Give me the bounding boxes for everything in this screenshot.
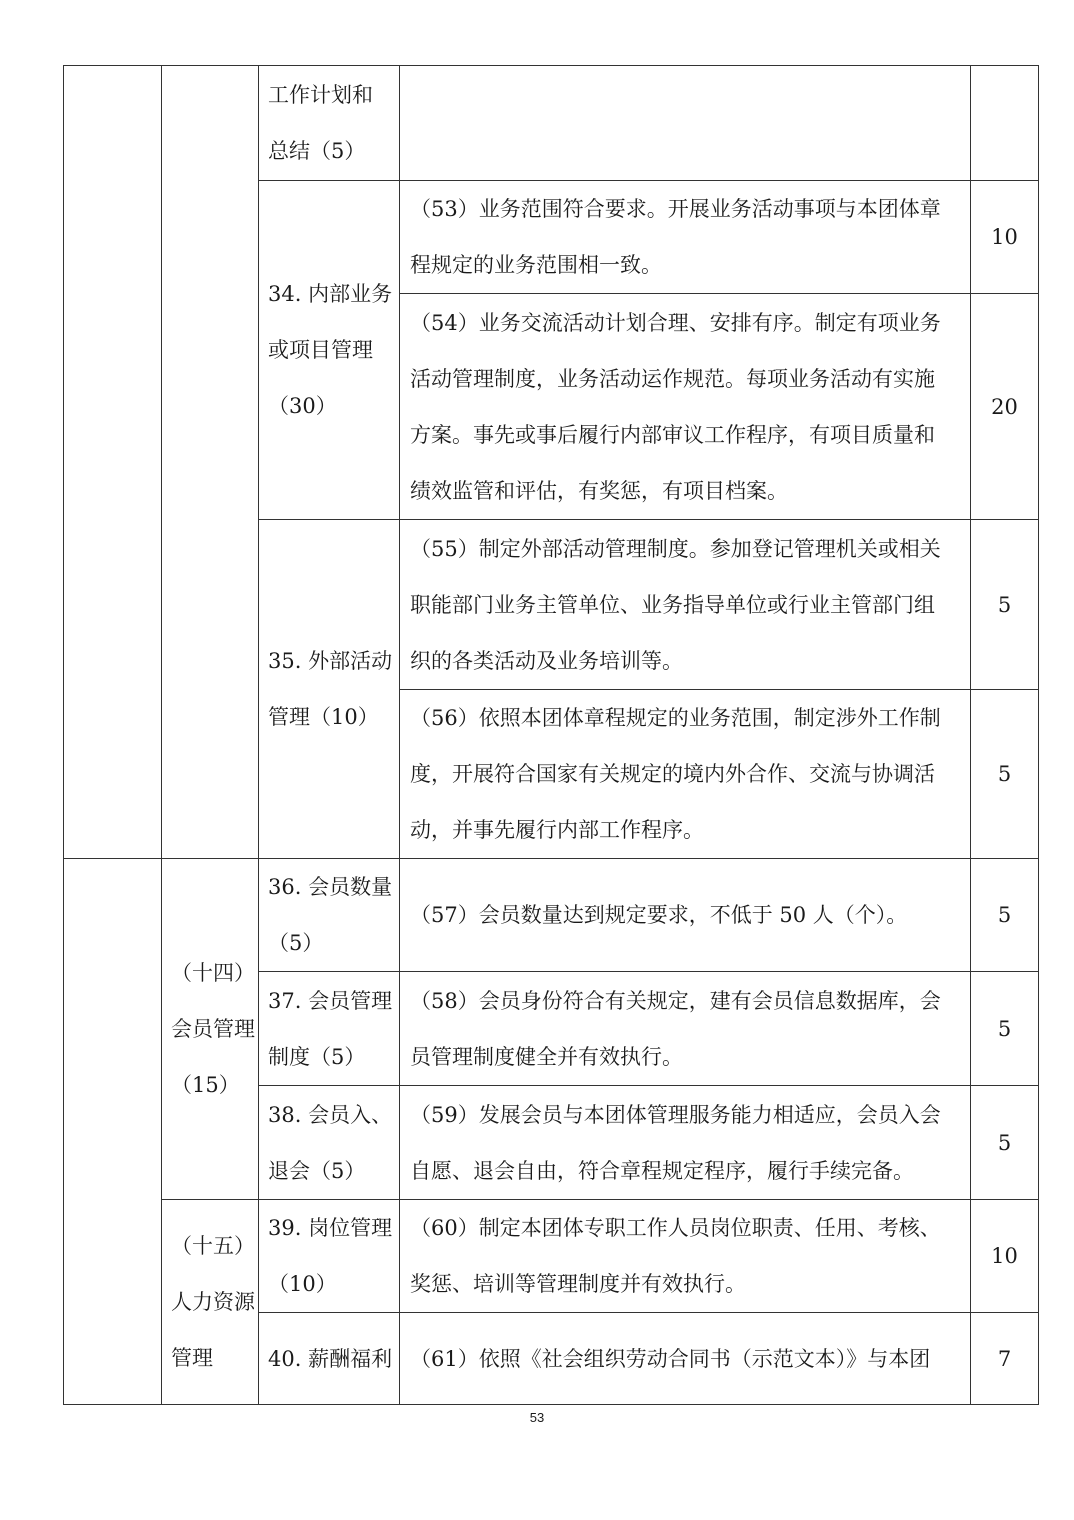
score-cell: 5 xyxy=(971,520,1039,690)
score-cell xyxy=(971,66,1039,181)
score-cell: 10 xyxy=(971,181,1039,294)
score-cell: 5 xyxy=(971,859,1039,972)
item-cell: 34. 内部业务或项目管理（30） xyxy=(259,181,400,520)
item-cell: 39. 岗位管理（10） xyxy=(259,1200,400,1313)
desc-cell: （61）依照《社会组织劳动合同书（示范文本）》与本团 xyxy=(400,1313,971,1405)
desc-cell: （57）会员数量达到规定要求，不低于 50 人（个）。 xyxy=(400,859,971,972)
score-cell: 5 xyxy=(971,972,1039,1086)
level1-cell xyxy=(64,859,162,1405)
score-cell: 5 xyxy=(971,690,1039,859)
category-cell: （十四）会员管理（15） xyxy=(162,859,259,1200)
item-cell: 35. 外部活动管理（10） xyxy=(259,520,400,859)
score-cell: 10 xyxy=(971,1200,1039,1313)
score-cell: 7 xyxy=(971,1313,1039,1405)
evaluation-table xyxy=(63,65,1039,1405)
desc-cell: （55）制定外部活动管理制度。参加登记管理机关或相关职能部门业务主管单位、业务指导单位或行业主管部门组织的各类活动及业务培训等。 xyxy=(400,520,971,690)
desc-cell: （59）发展会员与本团体管理服务能力相适应，会员入会自愿、退会自由，符合章程规定程序，履行手续完备。 xyxy=(400,1086,971,1200)
desc-cell: （60）制定本团体专职工作人员岗位职责、任用、考核、奖惩、培训等管理制度并有效执行。 xyxy=(400,1200,971,1313)
item-cell: 36. 会员数量（5） xyxy=(259,859,400,972)
level1-cell xyxy=(64,66,162,859)
score-cell: 20 xyxy=(971,294,1039,520)
item-cell: 37. 会员管理制度（5） xyxy=(259,972,400,1086)
desc-cell: （56）依照本团体章程规定的业务范围，制定涉外工作制度，开展符合国家有关规定的境内外合作、交流与协调活动，并事先履行内部工作程序。 xyxy=(400,690,971,859)
desc-cell xyxy=(400,66,971,181)
item-cell: 38. 会员入、退会（5） xyxy=(259,1086,400,1200)
desc-cell: （54）业务交流活动计划合理、安排有序。制定有项业务活动管理制度，业务活动运作规范。每项业务活动有实施方案。事先或事后履行内部审议工作程序，有项目质量和绩效监管和评估，有奖惩，有项目档案。 xyxy=(400,294,971,520)
item-cell: 40. 薪酬福利 xyxy=(259,1313,400,1405)
level2-cell xyxy=(162,66,259,859)
category-cell: （十五）人力资源管理 xyxy=(162,1200,259,1405)
page-number: 53 xyxy=(529,1410,545,1425)
score-cell: 5 xyxy=(971,1086,1039,1200)
desc-cell: （58）会员身份符合有关规定，建有会员信息数据库，会员管理制度健全并有效执行。 xyxy=(400,972,971,1086)
desc-cell: （53）业务范围符合要求。开展业务活动事项与本团体章程规定的业务范围相一致。 xyxy=(400,181,971,294)
item-cell: 工作计划和总结（5） xyxy=(259,66,400,181)
